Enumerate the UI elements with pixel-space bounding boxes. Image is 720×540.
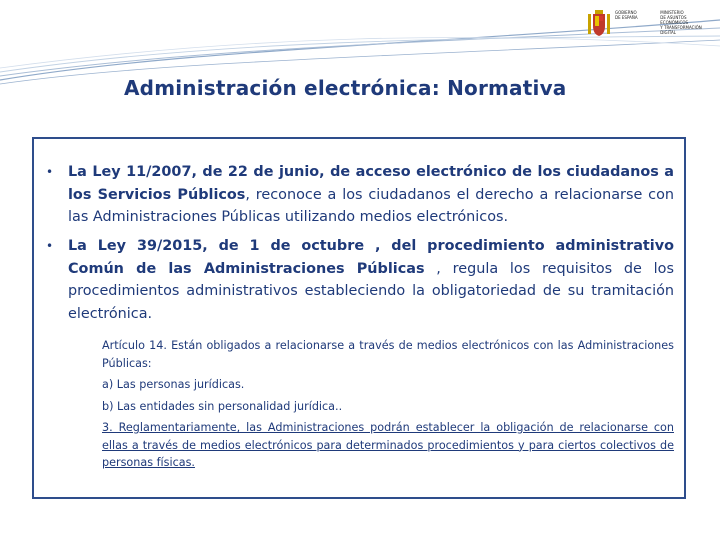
article-intro: Artículo 14. Están obligados a relacionarse a través de medios electrónicos con las Administraciones Públicas: (102, 339, 674, 370)
bullet-text (48, 161, 674, 229)
bullet-item (48, 235, 674, 325)
bullet-bold-text: La Ley 11/2007, de 22 de junio, de acceso electrónico de los ciudadanos a los Servicios Públicos (68, 164, 674, 203)
bullet-normal-text: , reconoce a los ciudadanos el derecho a relacionarse con las Administraciones Públicas utilizando medios electrónicos. (68, 186, 675, 225)
article-item-a: a) Las personas jurídicas. (102, 378, 245, 391)
ministry-name (660, 10, 710, 35)
content-panel (32, 137, 686, 499)
bullet-bold-text: La Ley 39/2015, de 1 de octubre , del procedimiento administrativo Común de las Administraciones Públicas (68, 238, 674, 277)
article-excerpt (102, 337, 674, 472)
bullet-text (48, 235, 674, 325)
coat-of-arms-icon (586, 10, 612, 40)
article-item-b: b) Las entidades sin personalidad jurídica.. (102, 399, 343, 413)
government-name (615, 10, 659, 20)
article-item-3: 3. Reglamentariamente, las Administraciones podrán establecer la obligación de relacionarse con ellas a través de medios electrónicos para determinados procedimientos y para ciertos colectivos de personas físicas. (102, 421, 674, 469)
bullet-item (48, 161, 674, 229)
page-title: Administración electrónica: Normativa (124, 76, 567, 100)
bullet-normal-text: , regula los requisitos de los procedimientos administrativos estableciendo la obligatoriedad de su tramitación electrónica. (68, 260, 674, 322)
government-logo (586, 10, 714, 48)
ministry-left-line1: GOBIERNO (615, 10, 637, 15)
bullet-arrow-icon: • (46, 239, 54, 253)
ministry-right-line1: MINISTERIO (660, 10, 684, 15)
bullet-arrow-icon: • (46, 165, 54, 179)
ministry-left-line2: DE ESPAÑA (615, 15, 638, 20)
ministry-right-line2: DE ASUNTOS ECONÓMICOS (660, 15, 689, 25)
ministry-right-line3: Y TRANSFORMACIÓN DIGITAL (660, 25, 702, 35)
